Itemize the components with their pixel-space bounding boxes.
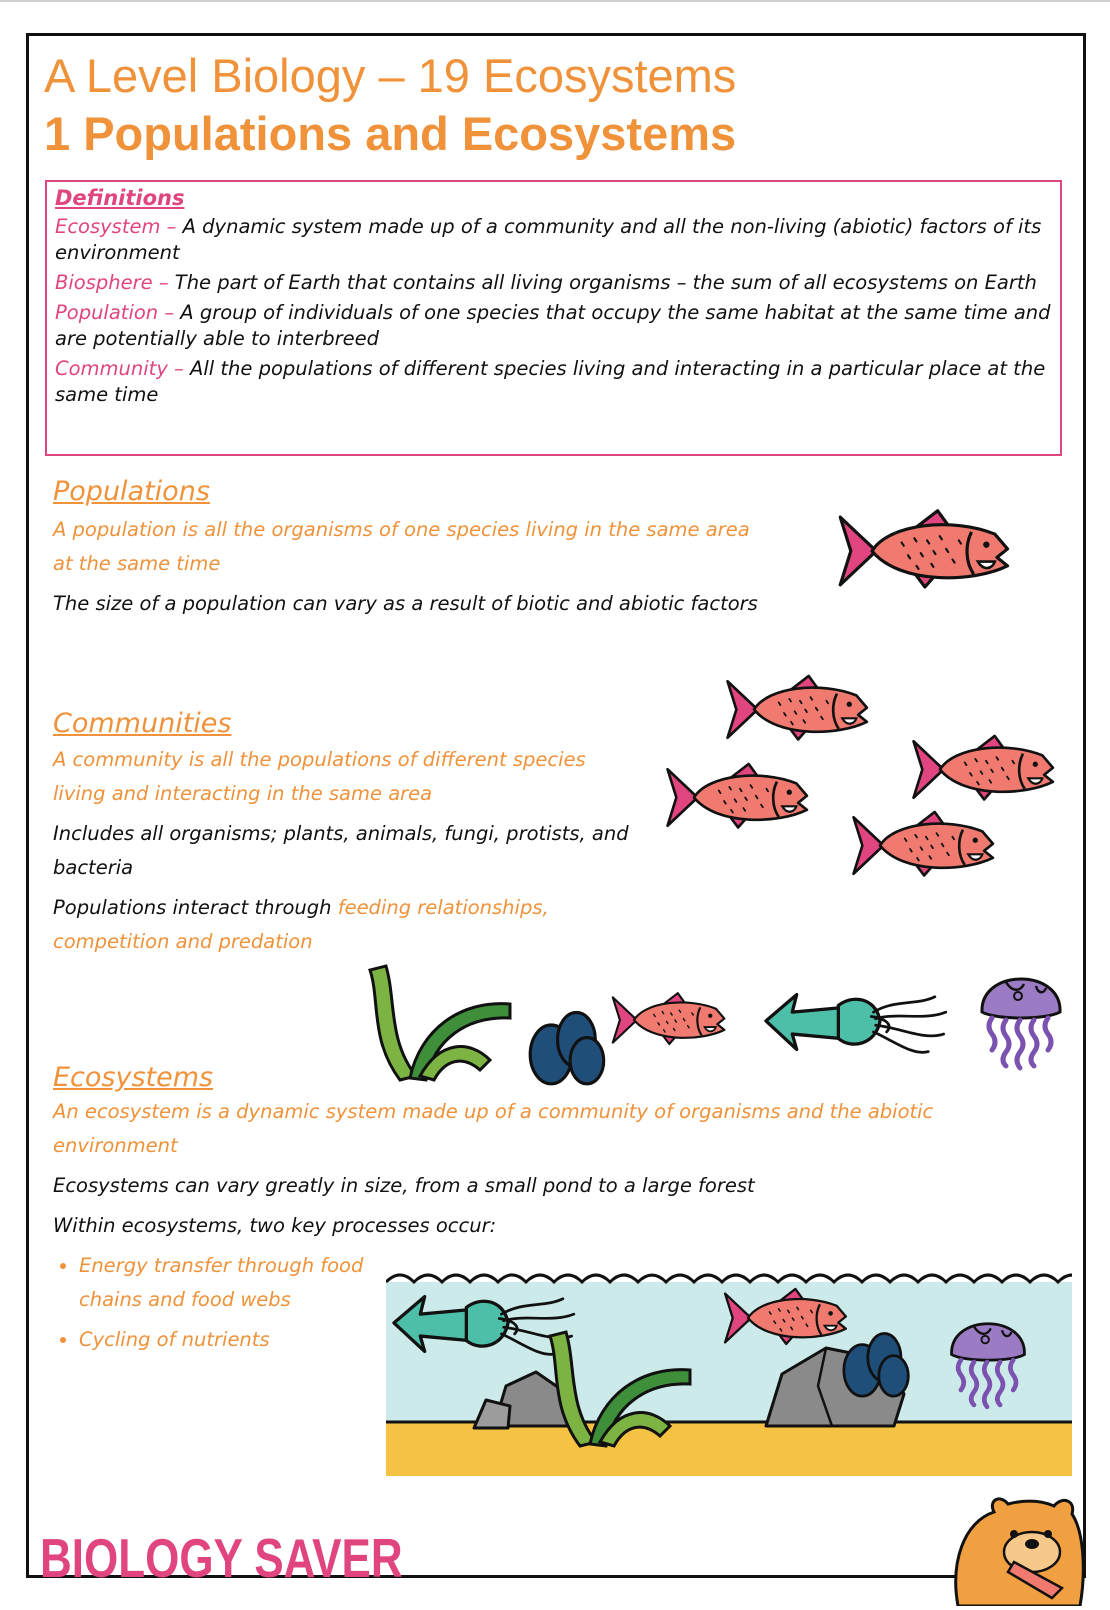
bullet-cycling-nutrients: • Cycling of nutrients: [79, 1323, 379, 1357]
term-biosphere: Biosphere –: [55, 271, 175, 294]
definition-text: A dynamic system made up of a community and all the non-living (abiotic) factors of its environment: [55, 215, 1042, 264]
ecosystems-text2: Within ecosystems, two key processes occur:: [53, 1214, 497, 1237]
ecosystems-bullet-list: [53, 1249, 379, 1357]
definition-text: All the populations of different species living and interacting in a particular place at the same time: [55, 357, 1046, 406]
page-subtitle: 1 Populations and Ecosystems: [44, 107, 737, 160]
definitions-box: [45, 180, 1062, 456]
definition-population: [55, 300, 1052, 352]
definition-text: A group of individuals of one species that occupy the same habitat at the same time and are potentially able to interbreed: [55, 301, 1051, 350]
fish-icon: [724, 672, 874, 747]
ecosystems-text1: Ecosystems can vary greatly in size, from a small pond to a large forest: [53, 1174, 755, 1197]
communities-text2-highlight: feeding relationships, competition and predation: [53, 896, 549, 953]
definition-community: [55, 356, 1052, 408]
bear-icon: [944, 1492, 1088, 1606]
definition-text: The part of Earth that contains all living organisms – the sum of all ecosystems on Earth: [174, 271, 1037, 294]
biology-saver-logo: BIOLOGY SAVER: [40, 1528, 403, 1590]
seaweed-icon: [540, 1326, 700, 1450]
term-ecosystem: Ecosystem –: [55, 215, 183, 238]
fish-icon: [910, 732, 1060, 807]
communities-text2-prefix: Populations interact through: [53, 896, 338, 919]
page-title: A Level Biology – 19 Ecosystems: [44, 49, 737, 102]
mussel-icon: [528, 1004, 608, 1088]
jellyfish-icon: [976, 958, 1066, 1082]
ecosystems-highlight: An ecosystem is a dynamic system made up of a community of organisms and the abiotic environment: [53, 1100, 934, 1157]
populations-text: The size of a population can vary as a result of biotic and abiotic factors: [53, 592, 758, 615]
term-community: Community –: [55, 357, 191, 380]
fish-icon: [836, 506, 1016, 596]
communities-section: [53, 708, 633, 959]
jellyfish-icon: [946, 1304, 1030, 1420]
populations-section: [53, 476, 773, 621]
communities-text2: [53, 891, 633, 959]
mussel-icon: [842, 1326, 912, 1400]
fish-icon: [850, 808, 1000, 883]
fish-icon: [610, 990, 730, 1050]
bullet-energy-transfer: • Energy transfer through food chains and food webs: [79, 1249, 379, 1317]
fish-icon: [664, 760, 814, 835]
definition-biosphere: [55, 270, 1052, 296]
communities-text1: Includes all organisms; plants, animals, fungi, protists, and bacteria: [53, 822, 629, 879]
seaweed-icon: [360, 960, 520, 1084]
squid-icon: [762, 988, 952, 1056]
term-population: Population –: [55, 301, 181, 324]
populations-heading: Populations: [53, 476, 210, 507]
ecosystems-heading: Ecosystems: [53, 1062, 214, 1093]
communities-highlight: A community is all the populations of different species living and interacting in the same area: [53, 748, 586, 805]
top-border-line: [0, 0, 1110, 2]
definition-ecosystem: [55, 214, 1052, 266]
populations-highlight: A population is all the organisms of one species living in the same area at the same time: [53, 518, 750, 575]
communities-heading: Communities: [53, 708, 232, 739]
fish-icon: [722, 1286, 852, 1350]
definitions-heading: Definitions: [55, 186, 185, 210]
